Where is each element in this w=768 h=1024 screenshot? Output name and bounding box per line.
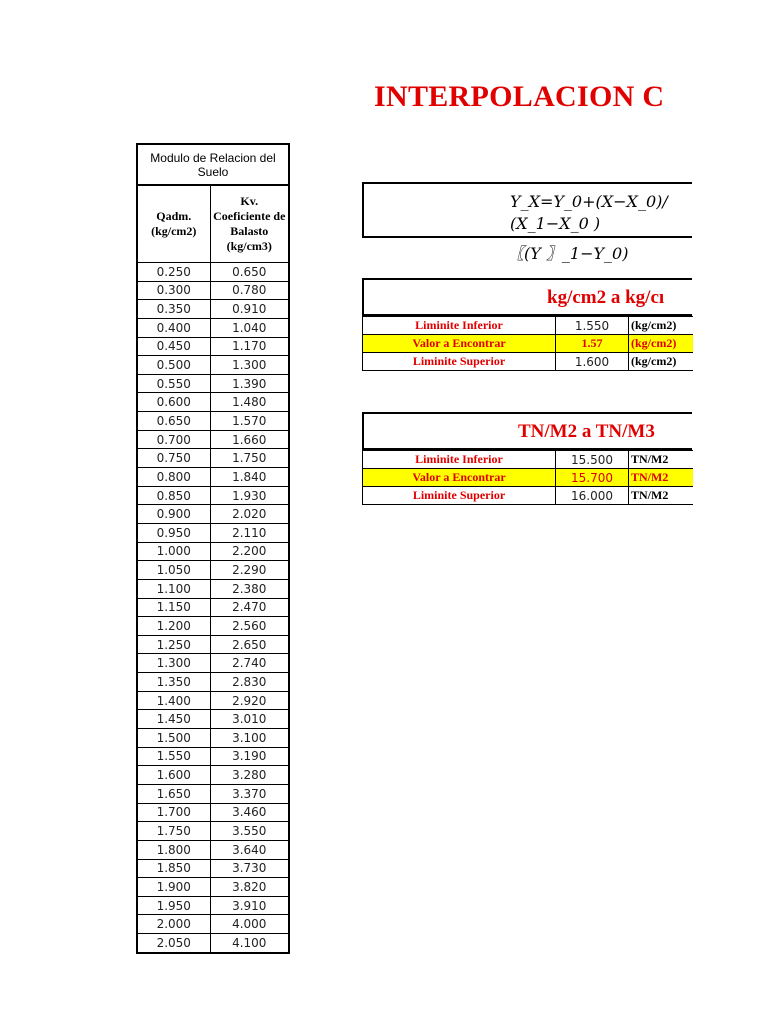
table-row (363, 317, 694, 335)
qadm-cell[interactable]: 1.750 (137, 822, 210, 841)
qadm-column-header: Qadm. (kg/cm2) (137, 185, 210, 263)
table-row (363, 469, 694, 487)
qadm-cell[interactable]: 1.700 (137, 803, 210, 822)
qadm-cell[interactable]: 1.800 (137, 840, 210, 859)
kv-cell[interactable]: 2.110 (210, 523, 289, 542)
kv-cell[interactable]: 0.780 (210, 281, 289, 300)
row-label: Liminite Superior (363, 487, 556, 505)
row-unit: (kg/cm2) (629, 335, 694, 353)
kv-cell[interactable]: 2.380 (210, 579, 289, 598)
section-kg-title: kg/cm2 a kg/cı (547, 287, 665, 308)
interpolation-table-kg (362, 316, 693, 371)
table-row (137, 449, 289, 468)
qadm-cell[interactable]: 1.650 (137, 784, 210, 803)
kv-cell[interactable]: 4.000 (210, 915, 289, 934)
table-row (137, 859, 289, 878)
qadm-cell[interactable]: 0.500 (137, 356, 210, 375)
row-label: Liminite Inferior (363, 451, 556, 469)
table-row (137, 878, 289, 897)
kv-cell[interactable]: 2.560 (210, 617, 289, 636)
formula-line-2: (X_1−X_0 ) (510, 214, 601, 233)
row-unit: TN/M2 (629, 487, 694, 505)
qadm-cell[interactable]: 0.950 (137, 523, 210, 542)
row-label: Liminite Superior (363, 353, 556, 371)
kv-cell[interactable]: 0.910 (210, 300, 289, 319)
table-row (137, 468, 289, 487)
qadm-cell[interactable]: 0.400 (137, 318, 210, 337)
table-row (137, 430, 289, 449)
table-row (137, 729, 289, 748)
qadm-cell[interactable]: 2.050 (137, 934, 210, 953)
kv-cell[interactable]: 3.280 (210, 766, 289, 785)
table-row (137, 617, 289, 636)
kv-cell[interactable]: 1.040 (210, 318, 289, 337)
qadm-cell[interactable]: 1.000 (137, 542, 210, 561)
table-row (137, 598, 289, 617)
kv-cell[interactable]: 3.370 (210, 784, 289, 803)
qadm-cell[interactable]: 1.350 (137, 673, 210, 692)
row-value[interactable]: 16.000 (556, 487, 629, 505)
qadm-cell[interactable]: 0.450 (137, 337, 210, 356)
qadm-cell[interactable]: 1.200 (137, 617, 210, 636)
kv-cell[interactable]: 2.200 (210, 542, 289, 561)
table-row (137, 263, 289, 282)
kv-cell[interactable]: 2.650 (210, 635, 289, 654)
table-row (137, 710, 289, 729)
qadm-cell[interactable]: 1.250 (137, 635, 210, 654)
table-row (137, 281, 289, 300)
table-row (363, 353, 694, 371)
qadm-cell[interactable]: 1.400 (137, 691, 210, 710)
formula-box (362, 182, 692, 238)
table-row (137, 356, 289, 375)
table-row (137, 691, 289, 710)
formula-line-3: 〖(Y 〗_1−Y_0) (508, 244, 629, 263)
kv-cell[interactable]: 2.830 (210, 673, 289, 692)
formula-line-1: Y_X=Y_0+(X−X_0)/ (510, 192, 668, 211)
kv-cell[interactable]: 2.740 (210, 654, 289, 673)
table-row (137, 393, 289, 412)
qadm-cell[interactable]: 0.700 (137, 430, 210, 449)
kv-cell[interactable]: 2.470 (210, 598, 289, 617)
kv-cell[interactable]: 3.010 (210, 710, 289, 729)
kv-cell[interactable]: 3.460 (210, 803, 289, 822)
table-row (137, 542, 289, 561)
kv-cell[interactable]: 0.650 (210, 263, 289, 282)
qadm-cell[interactable]: 1.900 (137, 878, 210, 897)
qadm-cell[interactable]: 1.600 (137, 766, 210, 785)
row-unit: (kg/cm2) (629, 353, 694, 371)
qadm-cell[interactable]: 1.150 (137, 598, 210, 617)
qadm-cell[interactable]: 1.300 (137, 654, 210, 673)
qadm-cell[interactable]: 1.950 (137, 896, 210, 915)
qadm-cell[interactable]: 1.450 (137, 710, 210, 729)
qadm-cell[interactable]: 0.850 (137, 486, 210, 505)
qadm-cell[interactable]: 1.850 (137, 859, 210, 878)
table-row (137, 747, 289, 766)
kv-cell[interactable]: 1.570 (210, 412, 289, 431)
row-value[interactable]: 15.700 (556, 469, 629, 487)
table-row (137, 579, 289, 598)
table-row (137, 561, 289, 580)
kv-cell[interactable]: 4.100 (210, 934, 289, 953)
row-value[interactable]: 1.600 (556, 353, 629, 371)
table-body (137, 263, 289, 953)
row-value[interactable]: 15.500 (556, 451, 629, 469)
kv-cell[interactable]: 3.820 (210, 878, 289, 897)
table-row (137, 318, 289, 337)
table-row (137, 784, 289, 803)
table-row (137, 840, 289, 859)
kv-cell[interactable]: 1.660 (210, 430, 289, 449)
table-row (137, 374, 289, 393)
section-tn-title: TN/M2 a TN/M3 (518, 421, 655, 442)
qadm-cell[interactable]: 0.800 (137, 468, 210, 487)
soil-modulus-table (136, 143, 290, 954)
kv-cell[interactable]: 1.480 (210, 393, 289, 412)
table-row (137, 486, 289, 505)
kv-cell[interactable]: 3.910 (210, 896, 289, 915)
qadm-cell[interactable]: 0.650 (137, 412, 210, 431)
qadm-cell[interactable]: 1.500 (137, 729, 210, 748)
kv-cell[interactable]: 3.550 (210, 822, 289, 841)
row-unit: TN/M2 (629, 451, 694, 469)
table-row (137, 300, 289, 319)
kv-cell[interactable]: 2.020 (210, 505, 289, 524)
table-group-header: Modulo de Relacion del Suelo (137, 144, 289, 185)
qadm-cell[interactable]: 0.600 (137, 393, 210, 412)
qadm-cell[interactable]: 1.100 (137, 579, 210, 598)
row-value[interactable]: 1.57 (556, 335, 629, 353)
table-row (137, 896, 289, 915)
kv-cell[interactable]: 1.930 (210, 486, 289, 505)
row-unit: (kg/cm2) (629, 317, 694, 335)
qadm-cell[interactable]: 0.350 (137, 300, 210, 319)
row-label: Liminite Inferior (363, 317, 556, 335)
table-row (137, 766, 289, 785)
kv-cell[interactable]: 1.750 (210, 449, 289, 468)
kv-cell[interactable]: 3.640 (210, 840, 289, 859)
table-row (363, 451, 694, 469)
kv-cell[interactable]: 1.390 (210, 374, 289, 393)
kv-cell[interactable]: 1.300 (210, 356, 289, 375)
kv-cell[interactable]: 1.170 (210, 337, 289, 356)
table-row (363, 487, 694, 505)
kv-column-header: Kv. Coeficiente de Balasto (kg/cm3) (210, 185, 289, 263)
qadm-cell[interactable]: 0.300 (137, 281, 210, 300)
kv-cell[interactable]: 3.730 (210, 859, 289, 878)
section-kg-header (362, 278, 692, 316)
kv-cell[interactable]: 3.190 (210, 747, 289, 766)
section-tn-header (362, 412, 692, 450)
qadm-cell[interactable]: 2.000 (137, 915, 210, 934)
qadm-cell[interactable]: 0.250 (137, 263, 210, 282)
table-row (137, 654, 289, 673)
table-row (137, 915, 289, 934)
table-row (137, 822, 289, 841)
qadm-cell[interactable]: 1.050 (137, 561, 210, 580)
kv-cell[interactable]: 3.100 (210, 729, 289, 748)
table-row (137, 505, 289, 524)
interpolation-table-tn (362, 450, 693, 505)
qadm-cell[interactable]: 0.900 (137, 505, 210, 524)
table-row (137, 337, 289, 356)
table-row (137, 523, 289, 542)
table-row (137, 412, 289, 431)
table-row (137, 803, 289, 822)
row-value[interactable]: 1.550 (556, 317, 629, 335)
kv-cell[interactable]: 2.920 (210, 691, 289, 710)
table-row (137, 635, 289, 654)
row-unit: TN/M2 (629, 469, 694, 487)
kv-cell[interactable]: 1.840 (210, 468, 289, 487)
page-title: INTERPOLACION C (374, 80, 665, 113)
kv-cell[interactable]: 2.290 (210, 561, 289, 580)
qadm-cell[interactable]: 0.550 (137, 374, 210, 393)
qadm-cell[interactable]: 1.550 (137, 747, 210, 766)
row-label: Valor a Encontrar (363, 335, 556, 353)
table-row (137, 673, 289, 692)
table-row (363, 335, 694, 353)
table-row (137, 934, 289, 953)
row-label: Valor a Encontrar (363, 469, 556, 487)
qadm-cell[interactable]: 0.750 (137, 449, 210, 468)
